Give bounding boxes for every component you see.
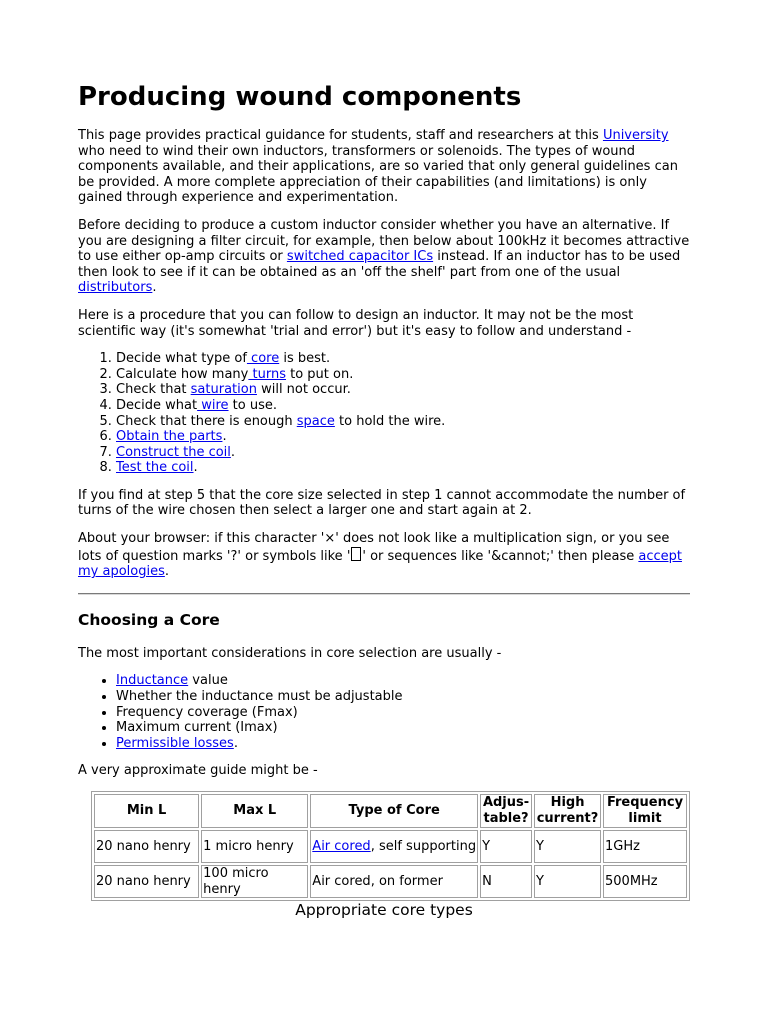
core-link[interactable]: core <box>246 351 280 367</box>
list-item-text: value <box>188 673 228 689</box>
considerations-list <box>78 673 690 751</box>
step-text: to put on. <box>285 366 354 382</box>
permissible-losses-link[interactable]: Permissible losses <box>116 735 234 751</box>
table-row <box>94 865 687 898</box>
alternative-text-1: Before deciding to produce a custom inductor consider whether you have an alternative. If you are designing a filter circuit, for example, then below about 100kHz it becomes attractive to use either op-amp circuits or <box>78 217 690 265</box>
header-type-of-core: Type of Core <box>310 794 478 828</box>
list-item-text: Whether the inductance must be adjustable <box>116 689 403 705</box>
cell-type-of-core: Air cored, on former <box>310 865 478 898</box>
cell-adjustable: Y <box>480 830 532 863</box>
step-item <box>116 414 690 430</box>
space-link[interactable]: space <box>296 413 335 429</box>
cell-frequency-limit: 500MHz <box>603 865 687 898</box>
browser-note <box>78 531 690 580</box>
air-cored-link[interactable]: Air cored <box>312 838 371 854</box>
header-frequency-limit: Frequency limit <box>603 794 687 828</box>
step-text: Decide what <box>116 397 198 413</box>
intro-paragraph <box>78 128 690 206</box>
step-text: will not occur. <box>256 382 351 398</box>
section-heading: Choosing a Core <box>78 610 220 629</box>
cell-high-current: Y <box>534 830 601 863</box>
inductance-link[interactable]: Inductance <box>116 673 189 689</box>
step-text: is best. <box>279 351 331 367</box>
browser-text-3: . <box>164 564 170 580</box>
intro-text-2: who need to wind their own inductors, transformers or solenoids. The types of wound components available, and their applications, are so varied that only general guidelines can be provided. A more complete appreciation of their capabilities (and limitations) is only gained through experience and experimentation. <box>78 143 678 206</box>
construct-coil-link[interactable]: Construct the coil <box>116 444 231 460</box>
table-row <box>94 830 687 863</box>
guide-intro: A very approximate guide might be - <box>78 763 318 779</box>
step-item <box>116 445 690 461</box>
page-title: Producing wound components <box>78 82 522 112</box>
alternative-text-2: instead. If an inductor has to be used then look to see if it can be obtained as an 'off the shelf' part from one of the usual <box>78 249 681 280</box>
step-item <box>116 429 690 445</box>
step-item <box>116 398 690 414</box>
header-adjustable: Adjus-table? <box>480 794 532 828</box>
test-coil-link[interactable]: Test the coil <box>116 460 194 476</box>
table-caption: Appropriate core types <box>295 901 473 920</box>
wire-link[interactable]: wire <box>197 397 229 413</box>
header-max-l: Max L <box>201 794 308 828</box>
cell-frequency-limit: 1GHz <box>603 830 687 863</box>
procedure-steps <box>78 351 690 476</box>
obtain-parts-link[interactable]: Obtain the parts <box>116 429 223 445</box>
header-high-current: High current? <box>534 794 601 828</box>
section-divider <box>78 593 690 595</box>
step-text: to use. <box>228 397 277 413</box>
distributors-link[interactable]: distributors <box>78 280 153 296</box>
missing-glyph-icon <box>351 547 361 561</box>
cell-min-l: 20 nano henry <box>94 830 199 863</box>
cell-type-of-core <box>310 830 478 863</box>
alternative-paragraph <box>78 218 690 296</box>
step-item <box>116 382 690 398</box>
page-content <box>78 0 690 919</box>
cell-adjustable: N <box>480 865 532 898</box>
step-text: . <box>193 460 198 476</box>
header-min-l: Min L <box>94 794 199 828</box>
step-text: Decide what type of <box>116 351 247 367</box>
apologies-link[interactable]: accept my apologies <box>78 548 682 580</box>
list-item <box>116 689 690 705</box>
switched-capacitor-link[interactable]: switched capacitor ICs <box>286 249 434 265</box>
cell-max-l: 100 micro henry <box>201 865 308 898</box>
step-text: Check that there is enough <box>116 413 297 429</box>
step-item <box>116 367 690 383</box>
procedure-intro: Here is a procedure that you can follow to design an inductor. It may not be the most scientific way (it's somewhat 'trial and error') but it's easy to follow and understand - <box>78 307 634 339</box>
browser-text-1: About your browser: if this character '×' does not look like a multiplication sign, or you see lots of question marks '?' or symbols like ' <box>78 531 670 564</box>
step-item <box>116 460 690 476</box>
step-text: . <box>222 429 227 445</box>
alternative-text-3: . <box>152 280 157 296</box>
considerations-intro: The most important considerations in core selection are usually - <box>78 645 502 661</box>
list-item <box>116 673 690 689</box>
step5-note: If you find at step 5 that the core size selected in step 1 cannot accommodate the number of turns of the wire chosen then select a larger one and start again at 2. <box>78 487 686 519</box>
list-item-text: . <box>233 735 238 751</box>
list-item <box>116 720 690 736</box>
step-item <box>116 351 690 367</box>
step-text: to hold the wire. <box>334 413 446 429</box>
table-header-row <box>94 794 687 828</box>
list-item-text: Frequency coverage (Fmax) <box>116 704 298 720</box>
cell-type-text: , self supporting <box>370 838 477 854</box>
cell-max-l: 1 micro henry <box>201 830 308 863</box>
cell-high-current: Y <box>534 865 601 898</box>
intro-text-1: This page provides practical guidance for students, staff and researchers at this <box>78 128 603 143</box>
university-link[interactable]: University <box>602 128 669 143</box>
turns-link[interactable]: turns <box>248 366 286 382</box>
list-item <box>116 736 690 752</box>
saturation-link[interactable]: saturation <box>190 382 257 398</box>
cell-min-l: 20 nano henry <box>94 865 199 898</box>
core-types-table <box>91 791 690 901</box>
list-item-text: Maximum current (Imax) <box>116 720 278 736</box>
step-text: . <box>230 444 236 460</box>
step-text: Calculate how many <box>116 366 249 382</box>
browser-text-2: ' or sequences like '&cannot;' then please <box>362 548 639 564</box>
list-item <box>116 705 690 721</box>
step-text: Check that <box>116 382 191 398</box>
section-heading-wrap <box>78 611 690 629</box>
